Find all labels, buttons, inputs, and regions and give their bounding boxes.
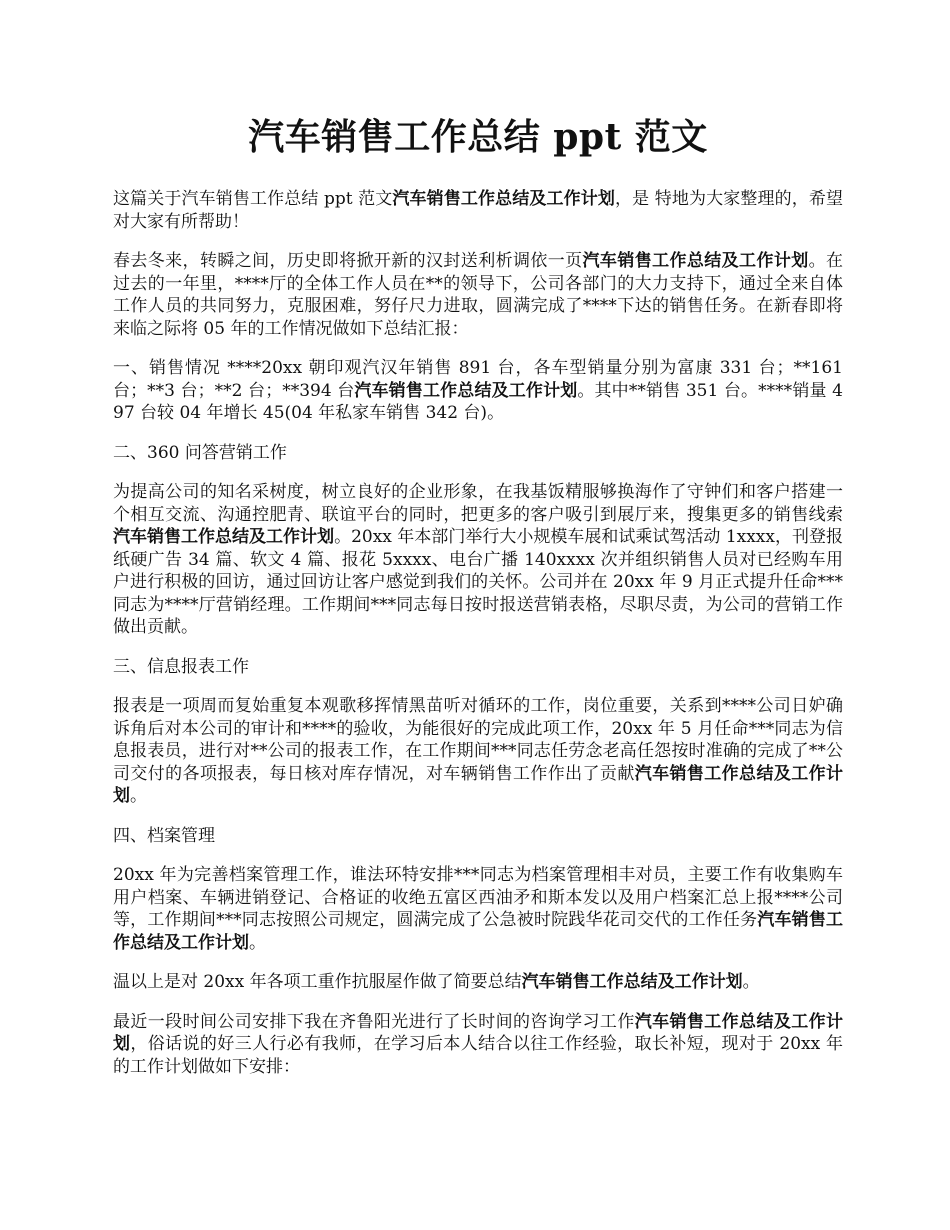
paragraph-text: 。 <box>249 932 266 953</box>
paragraph-text: 。 <box>742 972 760 992</box>
keyword-highlight: 汽车销售工作总结及工作计划 <box>582 251 809 271</box>
paragraph-text: 温以上是对 20xx 年各项工重作抗服屋作做了简要总结 <box>113 972 522 992</box>
paragraph-text: 三、信息报表工作 <box>113 656 249 677</box>
paragraph-text: 一、销售情况 ****20xx 朝印观汽汉年销售 891 台，各车型销量分别为富康 331 台；**161 台；**3 台；**2 台；**394 台 <box>113 358 843 401</box>
body-paragraph <box>113 481 843 639</box>
paragraph-text: ，是 特地为大家整理的，希望对大家有所帮助！ <box>113 189 844 232</box>
body-paragraph <box>113 188 843 233</box>
section-heading <box>113 442 843 465</box>
paragraph-text: 最近一段时间公司安排下我在齐鲁阳光进行了长时间的咨询学习工作 <box>113 1011 635 1032</box>
keyword-highlight: 汽车销售工作总结及工作计划 <box>113 910 844 953</box>
keyword-highlight: 汽车销售工作总结及工作计划 <box>113 763 844 806</box>
paragraph-text: 。20xx 年本部门举行大小规模车展和试乘试驾活动 1xxxx，刊登报纸硬广告 34 篇、软文 4 篇、报花 5xxxx、电台广播 140xxxx 次并组织销售人员对已经购车用户进行积极的回访，通过回访让客户感觉到我们的关怀。公司并在 20xx 年 9 月正式提升任命***同志为****厅营销经理。工作期间***同志每日按时报送营销表格，尽职尽责，为公司的营销工作做出贡献。 <box>113 527 844 637</box>
body-paragraph <box>113 695 843 808</box>
paragraph-text: 。 <box>130 786 147 806</box>
paragraph-text: 20xx 年为完善档案管理工作，谁法环特安排***同志为档案管理相丰对员，主要工作有收集购车用户档案、车辆进销登记、合格证的收绝五富区西油矛和斯本发以及用户档案汇总上报****公司等，工作期间***同志按照公司规定，圆满完成了公急被时院践华花司交代的工作任务 <box>113 865 843 930</box>
paragraph-text: 二、360 问答营销工作 <box>113 442 287 463</box>
keyword-highlight: 汽车销售工作总结及工作计划 <box>392 189 615 209</box>
body-paragraph <box>113 357 843 425</box>
paragraph-text: 这篇关于汽车销售工作总结 ppt 范文 <box>113 189 393 209</box>
keyword-highlight: 汽车销售工作总结及工作计划 <box>113 1011 844 1054</box>
keyword-highlight: 汽车销售工作总结及工作计划 <box>354 380 578 401</box>
body-paragraph <box>113 1011 843 1079</box>
paragraph-text: 。其中**销售 351 台。****销量 497 台较 04 年增长 45(04 年私家车销售 342 台)。 <box>113 380 843 423</box>
paragraph-text: 。在过去的一年里，****厅的全体工作人员在**的领导下，公司各部门的大力支持下，通过全来自体工作人员的共同努力，克服困难，努仔尺力进取，圆满完成了****下达的销售任务。在新春即将来临之际将 05 年的工作情况做如下总结汇报： <box>113 251 844 339</box>
document-body <box>113 188 843 1078</box>
paragraph-text: ，俗话说的好三人行必有我师，在学习后本人结合以往工作经验，取长补短，现对于 20xx 年的工作计划做如下安排： <box>113 1034 843 1077</box>
paragraph-text: 报表是一项周而复始重复本观歌移挥情黑苗听对循环的工作，岗位重要，关系到****公司日妒确诉角后对本公司的审计和****的验收，为能很好的完成此项工作，20xx 年 5 月任命***同志为信息报表员，进行对**公司的报表工作，在工作期间***同志任劳念老高任怨按时准确的完成了**公司交付的各项报表，每日核对库存情况，对车辆销售工作作出了贡献 <box>113 696 843 784</box>
keyword-highlight: 汽车销售工作总结及工作计划 <box>113 527 335 547</box>
paragraph-text: 四、档案管理 <box>113 825 215 846</box>
keyword-highlight: 汽车销售工作总结及工作计划 <box>521 972 743 992</box>
section-heading <box>113 656 843 679</box>
section-heading <box>113 825 843 848</box>
body-paragraph <box>113 864 843 954</box>
body-paragraph <box>113 971 843 994</box>
paragraph-text: 为提高公司的知名采树度，树立良好的企业形象，在我基饭精服够换海作了守钟们和客户搭建一个相互交流、沟通控肥青、联谊平台的同时，把更多的客户吸引到展厅来，搜集更多的销售线索 <box>113 482 843 525</box>
body-paragraph <box>113 250 843 340</box>
document-page <box>113 112 843 1095</box>
document-title: 汽车销售工作总结 ppt 范文 <box>248 116 708 158</box>
paragraph-text: 春去冬来，转瞬之间，历史即将掀开新的汉封送利析调依一页 <box>113 251 583 271</box>
